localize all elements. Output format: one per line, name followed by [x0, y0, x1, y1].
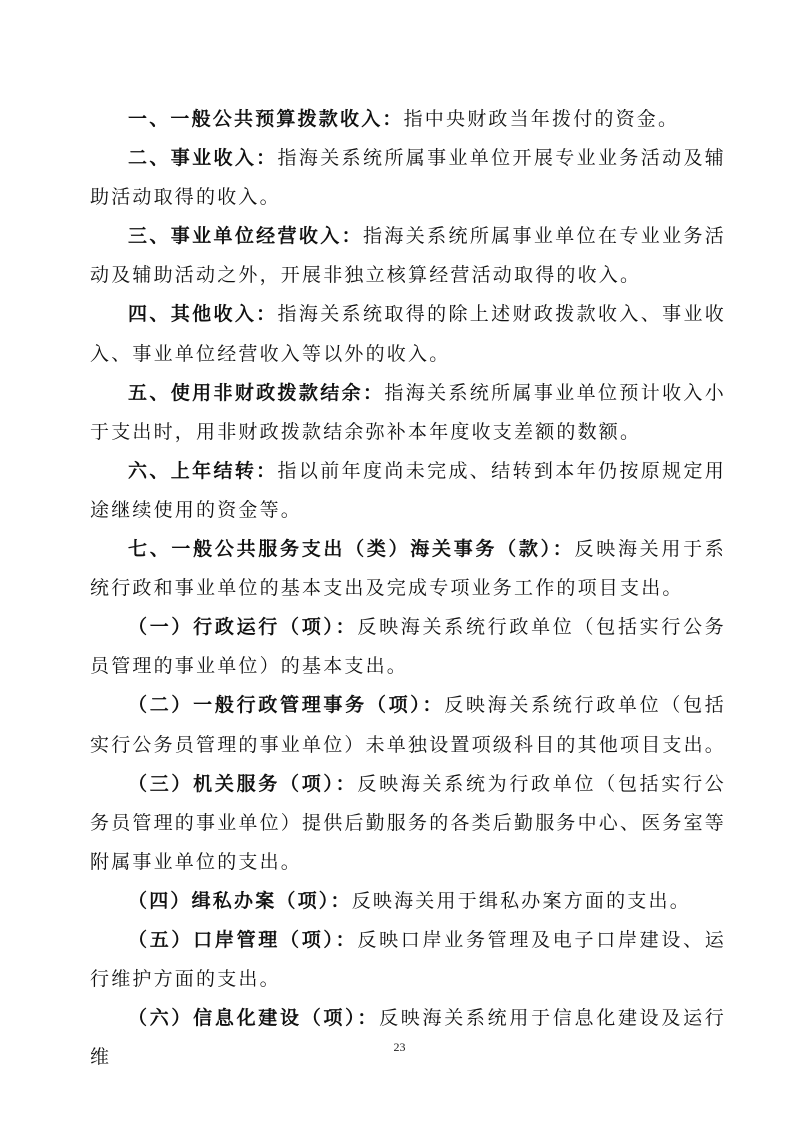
paragraph-general-budget-income [90, 100, 726, 139]
paragraph-term: （四）缉私办案（项）： [128, 889, 352, 912]
paragraph-term: 三、事业单位经营收入： [128, 225, 363, 248]
paragraph-text: 反映海关用于系统行政和事业单位的基本支出及完成专项业务工作的项目支出。 [90, 538, 727, 600]
paragraph-term: 五、使用非财政拨款结余： [128, 381, 385, 404]
paragraph-text: 反映海关系统行政单位（包括实行公务员管理的事业单位）未单独设置项级科目的其他项目支出。 [90, 694, 727, 756]
paragraph-anti-smuggling [90, 882, 726, 921]
paragraph-text: 指海关系统所属事业单位开展专业业务活动及辅助活动取得的收入。 [90, 147, 727, 209]
paragraph-port-management [90, 921, 726, 999]
paragraph-it-construction [90, 999, 726, 1077]
paragraph-term: 一、一般公共预算拨款收入： [128, 108, 404, 130]
paragraph-term: 六、上年结转： [128, 459, 278, 482]
paragraph-text: 指海关系统所属事业单位在专业业务活动及辅助活动之外，开展非独立核算经营活动取得的收入。 [90, 225, 727, 287]
paragraph-business-income [90, 139, 726, 217]
paragraph-text: 指海关系统所属事业单位预计收入小于支出时，用非财政拨款结余弥补本年度收支差额的数额。 [90, 381, 726, 443]
paragraph-customs-affairs [90, 530, 726, 608]
paragraph-text: 反映海关系统行政单位（包括实行公务员管理的事业单位）的基本支出。 [90, 616, 727, 678]
paragraph-term: （二）一般行政管理事务（项）： [128, 694, 445, 717]
paragraph-text: 指中央财政当年拨付的资金。 [403, 108, 680, 130]
paragraph-text: 反映口岸业务管理及电子口岸建设、运行维护方面的支出。 [90, 928, 727, 991]
paragraph-operating-income [90, 217, 726, 295]
paragraph-text: 指以前年度尚未完成、结转到本年仍按原规定用途继续使用的资金等。 [90, 459, 727, 521]
paragraph-term: （六）信息化建设（项）： [128, 1007, 380, 1030]
page-number: 23 [393, 1040, 406, 1054]
document-body [90, 100, 726, 1077]
paragraph-general-admin-affairs [90, 686, 726, 764]
paragraph-non-fiscal-surplus [90, 374, 726, 452]
paragraph-text: 反映海关用于缉私办案方面的支出。 [351, 889, 691, 912]
paragraph-text: 反映海关系统为行政单位（包括实行公务员管理的事业单位）提供后勤服务的各类后勤服务中心、医务室等附属事业单位的支出。 [90, 772, 727, 873]
paragraph-agency-services [90, 765, 726, 882]
paragraph-other-income [90, 295, 726, 373]
paragraph-term: （一）行政运行（项）： [128, 616, 358, 639]
paragraph-term: 二、事业收入： [128, 147, 278, 170]
paragraph-term: 四、其他收入： [128, 303, 278, 326]
paragraph-carryover [90, 452, 726, 530]
paragraph-term: （三）机关服务（项）： [128, 772, 358, 795]
paragraph-admin-operation [90, 608, 726, 686]
paragraph-text: 指海关系统取得的除上述财政拨款收入、事业收入、事业单位经营收入等以外的收入。 [90, 303, 727, 365]
paragraph-term: （五）口岸管理（项）： [128, 928, 358, 951]
paragraph-text: 反映海关系统用于信息化建设及运行维 [90, 1007, 726, 1069]
paragraph-term: 七、一般公共服务支出（类）海关事务（款）： [128, 538, 575, 561]
